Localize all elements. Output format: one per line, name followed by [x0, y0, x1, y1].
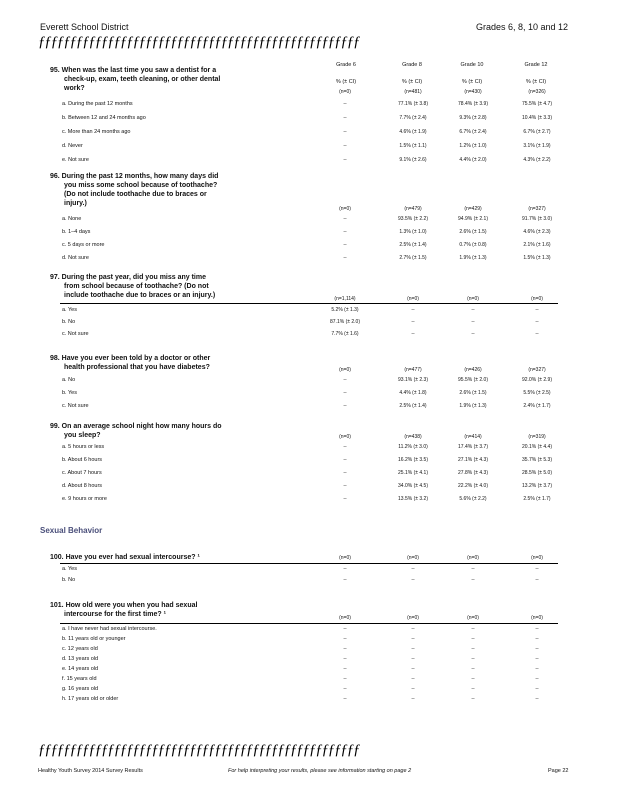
q97-title-line: 97. During the past year, did you miss any time: [50, 274, 206, 281]
q95-cell-g6: --: [343, 157, 347, 163]
col-grade-10: Grade 10: [460, 62, 484, 68]
q96-cell-g10: 1.9% (± 1.3): [459, 255, 487, 261]
q100-n-g12: (n=0): [531, 555, 543, 561]
decorative-divider-bottom: ƒƒƒƒƒƒƒƒƒƒƒƒƒƒƒƒƒƒƒƒƒƒƒƒƒƒƒƒƒƒƒƒƒƒƒƒƒƒƒƒƒƒƒƒƒƒƒƒƒƒƒ: [38, 742, 360, 758]
q100-cell-g6: --: [343, 577, 347, 583]
q96-option-label: b. 1–4 days: [62, 229, 91, 235]
q98-cell-g10: 95.5% (± 2.0): [458, 377, 488, 383]
q95-n-g8: (n=481): [404, 89, 422, 95]
q95-cell-g10: 6.7% (± 2.4): [459, 129, 487, 135]
q95-cell-g6: --: [343, 143, 347, 149]
q101-cell-g8: --: [411, 626, 415, 632]
q101-option-label: d. 13 years old: [62, 656, 99, 662]
q101-cell-g8: --: [411, 696, 415, 702]
footer-survey: Healthy Youth Survey 2014 Survey Results: [38, 768, 143, 774]
q96-option-label: c. 5 days or more: [62, 242, 105, 248]
q98-n-g12: (n=327): [528, 367, 546, 373]
footer-help: For help interpreting your results, please see information starting on page 2: [228, 768, 412, 774]
q101-cell-g12: --: [535, 636, 539, 642]
q96-n-g6: (n=0): [339, 206, 351, 212]
q99-option-label: b. About 6 hours: [62, 457, 103, 463]
q101-cell-g10: --: [471, 636, 475, 642]
q96-title-line: (Do not include toothache due to braces or: [64, 191, 207, 198]
q101-cell-g10: --: [471, 656, 475, 662]
q97-cell-g10: --: [471, 307, 475, 313]
q96-cell-g12: 2.1% (± 1.6): [523, 242, 551, 248]
q99-cell-g12: 13.2% (± 3.7): [522, 483, 552, 489]
q95-cell-g12: 4.3% (± 2.2): [523, 157, 551, 163]
q101-cell-g12: --: [535, 696, 539, 702]
q99-cell-g10: 27.1% (± 4.3): [458, 457, 488, 463]
q101-cell-g6: --: [343, 676, 347, 682]
col-grade-8: Grade 8: [402, 62, 422, 68]
q99-cell-g10: 22.2% (± 4.0): [458, 483, 488, 489]
q95-option-label: c. More than 24 months ago: [62, 129, 131, 135]
q95-option-label: a. During the past 12 months: [62, 101, 133, 107]
q95-cell-g6: --: [343, 129, 347, 135]
q95-option-label: e. Not sure: [62, 157, 89, 163]
q98-option-label: b. Yes: [62, 390, 77, 396]
q95-cell-g12: 10.4% (± 3.3): [522, 115, 552, 121]
q97-title-line: include toothache due to braces or an injury.): [64, 292, 216, 299]
q97-cell-g8: --: [411, 319, 415, 325]
q97-cell-g10: --: [471, 319, 475, 325]
q101-option-label: a. I have never had sexual intercourse.: [62, 626, 157, 632]
q98-cell-g12: 92.0% (± 2.9): [522, 377, 552, 383]
q101-rule: [60, 623, 558, 624]
q99-n-g6: (n=0): [339, 434, 351, 440]
q95-cell-g6: --: [343, 101, 347, 107]
q97-cell-g12: --: [535, 307, 539, 313]
q99-cell-g6: --: [343, 444, 347, 450]
q101-cell-g6: --: [343, 686, 347, 692]
q96-title-line: injury.): [64, 200, 87, 207]
q98-cell-g10: 2.6% (± 1.5): [459, 390, 487, 396]
q95-n-g12: (n=326): [528, 89, 546, 95]
q101-cell-g8: --: [411, 646, 415, 652]
q98-cell-g12: 5.5% (± 2.5): [523, 390, 551, 396]
q101-cell-g10: --: [471, 696, 475, 702]
q96-cell-g6: --: [343, 242, 347, 248]
q101-cell-g12: --: [535, 686, 539, 692]
q95-cell-g10: 9.3% (± 2.8): [459, 115, 487, 121]
q101-cell-g10: --: [471, 646, 475, 652]
q101-cell-g12: --: [535, 646, 539, 652]
q96-cell-g8: 1.3% (± 1.0): [399, 229, 427, 235]
q98-cell-g6: --: [343, 377, 347, 383]
q100-cell-g8: --: [411, 577, 415, 583]
q96-cell-g10: 2.6% (± 1.5): [459, 229, 487, 235]
q101-n-g6: (n=0): [339, 615, 351, 621]
q101-n-g10: (n=0): [467, 615, 479, 621]
q101-cell-g6: --: [343, 666, 347, 672]
q101-n-g8: (n=0): [407, 615, 419, 621]
q98-title-line: health professional that you have diabetes?: [64, 364, 210, 371]
q96-cell-g10: 0.7% (± 0.8): [459, 242, 487, 248]
q96-n-g10: (n=429): [464, 206, 482, 212]
q101-cell-g10: --: [471, 676, 475, 682]
q98-cell-g12: 2.4% (± 1.7): [523, 403, 551, 409]
q99-n-g8: (n=438): [404, 434, 422, 440]
q100-cell-g12: --: [535, 566, 539, 572]
q96-cell-g10: 94.9% (± 2.1): [458, 216, 488, 222]
q101-cell-g6: --: [343, 646, 347, 652]
decorative-divider-top: ƒƒƒƒƒƒƒƒƒƒƒƒƒƒƒƒƒƒƒƒƒƒƒƒƒƒƒƒƒƒƒƒƒƒƒƒƒƒƒƒƒƒƒƒƒƒƒƒƒƒƒ: [38, 34, 360, 50]
q99-cell-g8: 34.0% (± 4.5): [398, 483, 428, 489]
q96-cell-g12: 4.6% (± 2.3): [523, 229, 551, 235]
q101-option-label: c. 12 years old: [62, 646, 98, 652]
col-grade-6: Grade 6: [336, 62, 356, 68]
q99-option-label: a. 5 hours or less: [62, 444, 105, 450]
q101-option-label: h. 17 years old or older: [62, 696, 119, 702]
q99-option-label: d. About 8 hours: [62, 483, 103, 489]
q98-cell-g8: 4.4% (± 1.8): [399, 390, 427, 396]
q98-title-line: 98. Have you ever been told by a doctor or other: [50, 355, 211, 362]
q95-cell-g8: 1.5% (± 1.1): [399, 143, 427, 149]
q98-n-g6: (n=0): [339, 367, 351, 373]
col-ci-10: % (± CI): [461, 79, 483, 85]
district-name: Everett School District: [40, 22, 129, 32]
q96-cell-g8: 93.5% (± 2.2): [398, 216, 428, 222]
q101-cell-g10: --: [471, 666, 475, 672]
q97-cell-g12: --: [535, 319, 539, 325]
q96-cell-g6: --: [343, 255, 347, 261]
q98-option-label: a. No: [62, 377, 76, 383]
q95-n-g10: (n=430): [464, 89, 482, 95]
q96-n-g8: (n=479): [404, 206, 422, 212]
q101-cell-g8: --: [411, 656, 415, 662]
q97-n-g10: (n=0): [467, 296, 479, 302]
q100-cell-g10: --: [471, 566, 475, 572]
q101-cell-g8: --: [411, 686, 415, 692]
q100-cell-g6: --: [343, 566, 347, 572]
q95-title-line: check-up, exam, teeth cleaning, or other dental: [64, 76, 221, 83]
q99-cell-g6: --: [343, 470, 347, 476]
q98-option-label: c. Not sure: [62, 403, 89, 409]
q98-n-g10: (n=426): [464, 367, 482, 373]
q101-cell-g8: --: [411, 666, 415, 672]
q98-cell-g6: --: [343, 403, 347, 409]
q96-cell-g12: 1.5% (± 1.3): [523, 255, 551, 261]
q101-n-g12: (n=0): [531, 615, 543, 621]
q100-option-label: b. No: [62, 577, 76, 583]
q95-cell-g8: 77.1% (± 3.8): [398, 101, 428, 107]
col-ci-6: % (± CI): [335, 79, 357, 85]
q100-option-label: a. Yes: [62, 566, 77, 572]
q96-cell-g6: --: [343, 216, 347, 222]
section-title: Sexual Behavior: [40, 526, 103, 535]
q97-cell-g6: 7.7% (± 1.6): [331, 331, 359, 337]
q100-n-g8: (n=0): [407, 555, 419, 561]
q101-cell-g6: --: [343, 656, 347, 662]
q100-title-line: 100. Have you ever had sexual intercourse? ¹: [50, 554, 200, 561]
q97-cell-g10: --: [471, 331, 475, 337]
q99-n-g12: (n=319): [528, 434, 546, 440]
q99-cell-g8: 11.2% (± 3.0): [398, 444, 428, 450]
q101-option-label: f. 15 years old: [62, 676, 97, 682]
q95-cell-g10: 1.2% (± 1.0): [459, 143, 487, 149]
q97-cell-g6: 87.1% (± 2.0): [330, 319, 360, 325]
q101-cell-g8: --: [411, 636, 415, 642]
q99-cell-g10: 17.4% (± 3.7): [458, 444, 488, 450]
q101-option-label: e. 14 years old: [62, 666, 99, 672]
q99-option-label: e. 9 hours or more: [62, 496, 107, 502]
q99-cell-g12: 20.1% (± 4.4): [522, 444, 552, 450]
q96-title-line: you miss some school because of toothache?: [64, 182, 218, 189]
q95-cell-g12: 6.7% (± 2.7): [523, 129, 551, 135]
q95-title-line: work?: [64, 85, 85, 92]
q97-title-line: from school because of toothache? (Do not: [64, 283, 209, 290]
q95-cell-g12: 3.1% (± 1.9): [523, 143, 551, 149]
col-ci-12: % (± CI): [525, 79, 547, 85]
q97-n-g6: (n=1,114): [334, 296, 356, 302]
q99-cell-g8: 25.1% (± 4.1): [398, 470, 428, 476]
q101-cell-g12: --: [535, 656, 539, 662]
q101-option-label: g. 16 years old: [62, 686, 99, 692]
q97-cell-g6: 5.2% (± 1.3): [331, 307, 359, 313]
q96-cell-g8: 2.5% (± 1.4): [399, 242, 427, 248]
q97-cell-g12: --: [535, 331, 539, 337]
q96-cell-g8: 2.7% (± 1.5): [399, 255, 427, 261]
q98-cell-g8: 2.5% (± 1.4): [399, 403, 427, 409]
q97-cell-g8: --: [411, 307, 415, 313]
q99-title-line: 99. On an average school night how many hours do: [50, 423, 222, 430]
q95-option-label: d. Never: [62, 143, 83, 149]
q95-cell-g8: 7.7% (± 2.4): [399, 115, 427, 121]
q99-title-line: you sleep?: [64, 432, 101, 439]
q99-cell-g12: 2.5% (± 1.7): [523, 496, 551, 502]
q99-cell-g6: --: [343, 483, 347, 489]
q99-cell-g6: --: [343, 496, 347, 502]
q99-cell-g12: 35.7% (± 5.3): [522, 457, 552, 463]
q95-cell-g8: 4.6% (± 1.9): [399, 129, 427, 135]
q95-title-line: 95. When was the last time you saw a dentist for a: [50, 67, 217, 74]
q100-cell-g8: --: [411, 566, 415, 572]
q98-cell-g8: 93.1% (± 2.3): [398, 377, 428, 383]
grades-label: Grades 6, 8, 10 and 12: [476, 22, 569, 32]
q99-cell-g12: 28.5% (± 5.0): [522, 470, 552, 476]
q101-title-line: intercourse for the first time? ¹: [64, 611, 166, 618]
q99-cell-g10: 27.8% (± 4.3): [458, 470, 488, 476]
q99-option-label: c. About 7 hours: [62, 470, 102, 476]
q101-cell-g10: --: [471, 626, 475, 632]
q97-option-label: a. Yes: [62, 307, 77, 313]
q101-cell-g8: --: [411, 676, 415, 682]
q96-option-label: a. None: [62, 216, 82, 222]
q100-n-g6: (n=0): [339, 555, 351, 561]
q97-cell-g8: --: [411, 331, 415, 337]
q99-cell-g8: 16.2% (± 3.5): [398, 457, 428, 463]
q101-cell-g6: --: [343, 696, 347, 702]
q97-option-label: c. Not sure: [62, 331, 89, 337]
q101-cell-g10: --: [471, 686, 475, 692]
q95-n-g6: (n=0): [339, 89, 351, 95]
q95-option-label: b. Between 12 and 24 months ago: [62, 115, 146, 121]
q101-title-line: 101. How old were you when you had sexual: [50, 602, 198, 609]
footer-page: Page 22: [548, 768, 569, 774]
col-grade-12: Grade 12: [524, 62, 548, 68]
q96-cell-g12: 91.7% (± 3.0): [522, 216, 552, 222]
q97-n-g8: (n=0): [407, 296, 419, 302]
q98-cell-g6: --: [343, 390, 347, 396]
q99-cell-g6: --: [343, 457, 347, 463]
q96-cell-g6: --: [343, 229, 347, 235]
q99-cell-g10: 5.6% (± 2.2): [459, 496, 487, 502]
q101-cell-g6: --: [343, 626, 347, 632]
q98-cell-g10: 1.9% (± 1.3): [459, 403, 487, 409]
q101-cell-g12: --: [535, 626, 539, 632]
q95-cell-g10: 4.4% (± 2.0): [459, 157, 487, 163]
q99-n-g10: (n=414): [464, 434, 482, 440]
q97-n-g12: (n=0): [531, 296, 543, 302]
q100-rule: [60, 563, 558, 564]
q97-option-label: b. No: [62, 319, 76, 325]
q96-title-line: 96. During the past 12 months, how many days did: [50, 173, 219, 180]
q96-n-g12: (n=327): [528, 206, 546, 212]
q101-cell-g6: --: [343, 636, 347, 642]
q101-cell-g12: --: [535, 666, 539, 672]
q99-cell-g8: 13.5% (± 3.2): [398, 496, 428, 502]
q95-cell-g12: 75.5% (± 4.7): [522, 101, 552, 107]
q95-cell-g6: --: [343, 115, 347, 121]
q97-rule: [60, 303, 558, 304]
q100-n-g10: (n=0): [467, 555, 479, 561]
col-ci-8: % (± CI): [401, 79, 423, 85]
q100-cell-g10: --: [471, 577, 475, 583]
q98-n-g8: (n=477): [404, 367, 422, 373]
q101-option-label: b. 11 years old or younger: [62, 636, 126, 642]
q95-cell-g8: 9.1% (± 2.6): [399, 157, 427, 163]
q101-cell-g12: --: [535, 676, 539, 682]
q100-cell-g12: --: [535, 577, 539, 583]
q95-cell-g10: 78.4% (± 3.9): [458, 101, 488, 107]
q96-option-label: d. Not sure: [62, 255, 89, 261]
